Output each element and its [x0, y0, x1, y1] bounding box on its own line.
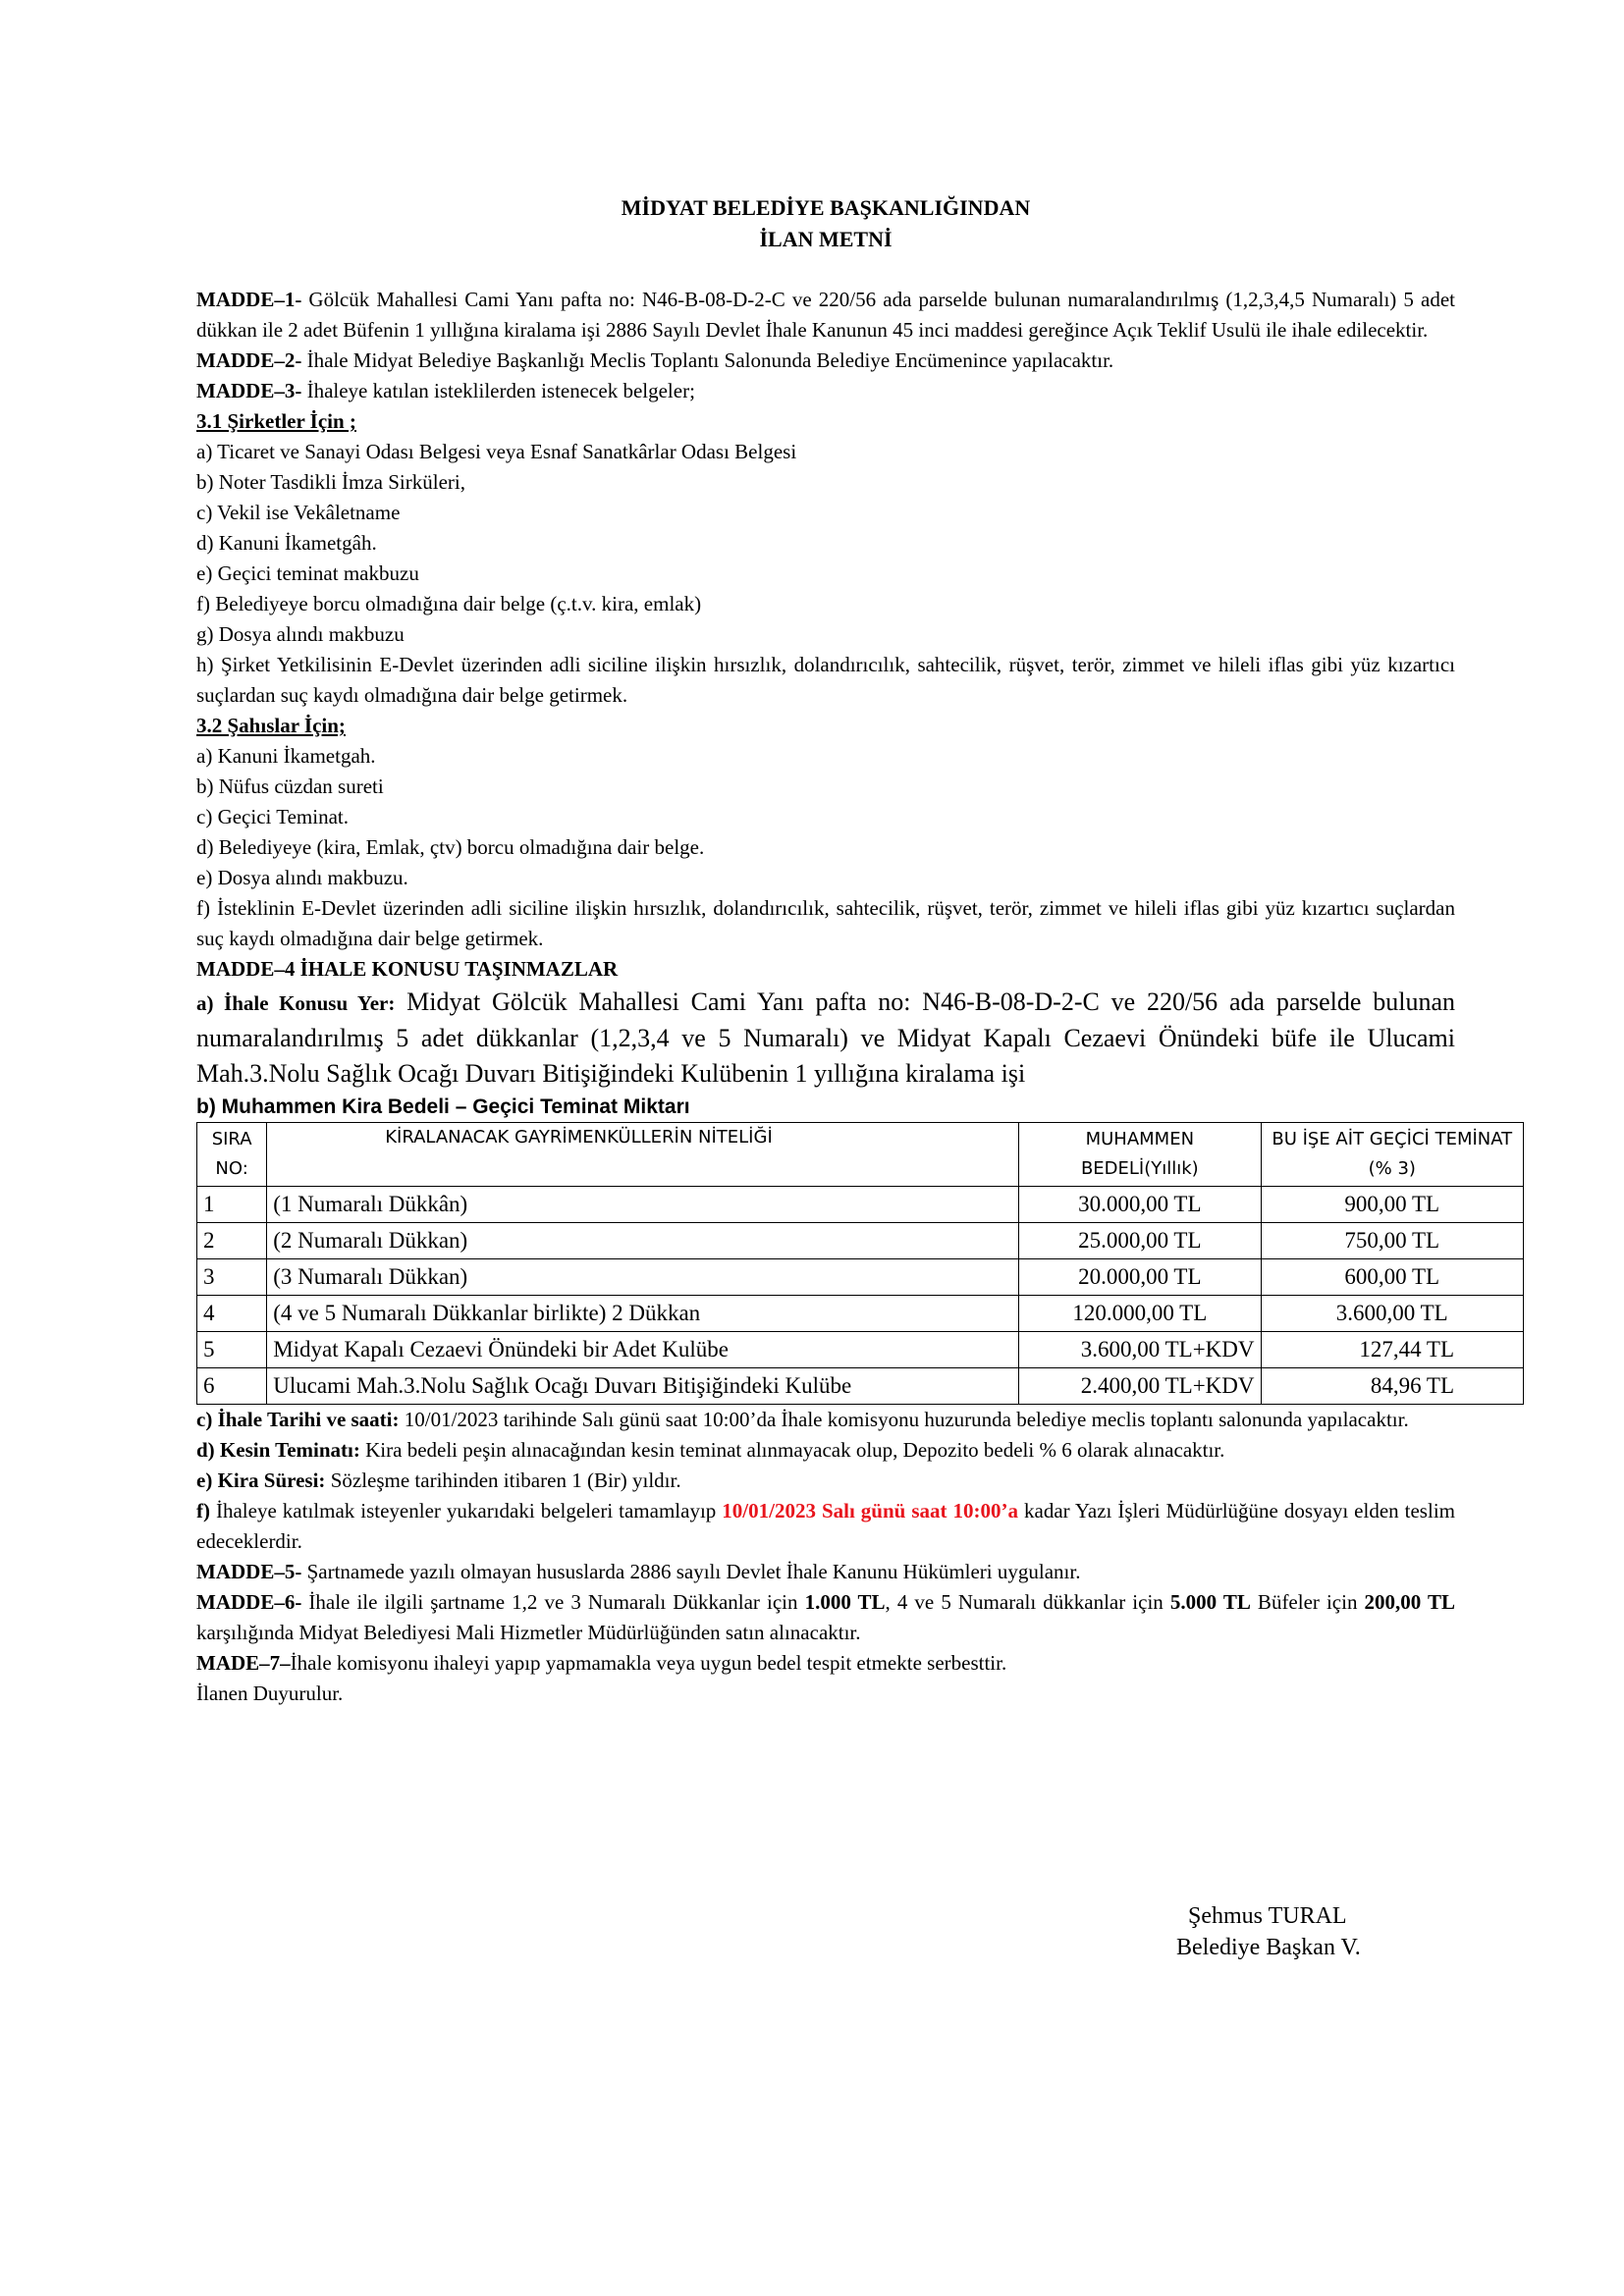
header-teminat: BU İŞE AİT GEÇİCİ TEMİNAT (% 3) [1261, 1123, 1523, 1187]
sirketler-item-c: c) Vekil ise Vekâletname [196, 501, 401, 524]
madde-7-text: İhale komisyonu ihaleyi yapıp yapmamakla veya uygun bedel tespit etmekte serbesttir. [290, 1651, 1007, 1675]
sirketler-item-d: d) Kanuni İkametgâh. [196, 531, 377, 555]
madde-4-title [196, 954, 1455, 985]
document-header [196, 192, 1455, 255]
madde-2-text: İhale Midyat Belediye Başkanlığı Meclis Toplantı Salonunda Belediye Encümenince yapılacaktır. [301, 348, 1114, 372]
row-desc: (3 Numaralı Dükkan) [267, 1259, 1019, 1296]
row-rent: 3.600,00 TL+KDV [1019, 1332, 1261, 1368]
madde-1-text: Gölcük Mahallesi Cami Yanı pafta no: N46-B-08-D-2-C ve 220/56 ada parselde bulunan numaralandırılmış (1,2,3,4,5 Numaralı) 5 adet dükkan ile 2 adet Büfenin 1 yıllığına kiralama işi 2886 Sayılı Devlet İhale Kanunun 45 inci maddesi gereğince Açık Teklif Usulü ile ihale edilecektir. [196, 288, 1455, 342]
madde-6-price3: 200,00 TL [1364, 1590, 1456, 1614]
row-no: 5 [197, 1332, 267, 1368]
row-no: 6 [197, 1368, 267, 1405]
sahislar-item-d: d) Belediyeye (kira, Emlak, çtv) borcu olmadığına dair belge. [196, 835, 705, 859]
row-no: 3 [197, 1259, 267, 1296]
madde-4-f-label: f) [196, 1499, 210, 1522]
header-muhammen: MUHAMMEN BEDELİ(Yıllık) [1019, 1123, 1261, 1187]
document-body [196, 192, 1513, 1709]
header-nitelik: KİRALANACAK GAYRİMENKÜLLERİN NİTELİĞİ [267, 1123, 1019, 1187]
closing-line: İlanen Duyurulur. [196, 1682, 344, 1705]
madde-4-f [196, 1496, 1455, 1557]
ihale-tarihi [196, 1405, 1455, 1435]
row-deposit: 600,00 TL [1261, 1259, 1523, 1296]
rent-table-title: b) Muhammen Kira Bedeli – Geçici Teminat Miktarı [196, 1095, 690, 1118]
header-title-line1: MİDYAT BELEDİYE BAŞKANLIĞINDAN [621, 195, 1031, 220]
kira-suresi-label: e) Kira Süresi: [196, 1468, 326, 1492]
signature-block [1176, 1900, 1432, 1963]
row-desc: (4 ve 5 Numaralı Dükkanlar birlikte) 2 Dükkan [267, 1296, 1019, 1332]
madde-2-label: MADDE–2- [196, 348, 302, 372]
ihale-tarihi-label: c) İhale Tarihi ve saati: [196, 1408, 400, 1431]
madde-6-price2: 5.000 TL [1169, 1590, 1251, 1614]
row-rent: 2.400,00 TL+KDV [1019, 1368, 1261, 1405]
ihale-konusu [196, 985, 1455, 1092]
madde-6-text4: karşılığında Midyat Belediyesi Mali Hizmetler Müdürlüğünden satın alınacaktır. [196, 1621, 861, 1644]
row-desc: (2 Numaralı Dükkan) [267, 1223, 1019, 1259]
row-deposit: 127,44 TL [1261, 1332, 1523, 1368]
madde-3-text: İhaleye katılan isteklilerden istenecek belgeler; [301, 379, 695, 402]
sirketler-item-h: h) Şirket Yetkilisinin E-Devlet üzerinden adli siciline ilişkin hırsızlık, dolandırıcılık, sahtecilik, rüşvet, terör, zimmet ve hileli iflas gibi yüz kızartıcı suçlardan suç kaydı olmadığına dair belge getirmek. [196, 653, 1455, 707]
signer-name: Şehmus TURAL [1188, 1903, 1347, 1929]
table-row [197, 1368, 1524, 1405]
row-rent: 20.000,00 TL [1019, 1259, 1261, 1296]
row-no: 2 [197, 1223, 267, 1259]
madde-1-label: MADDE–1- [196, 288, 302, 311]
row-desc: (1 Numaralı Dükkân) [267, 1187, 1019, 1223]
ihale-konusu-text: Midyat Gölcük Mahallesi Cami Yanı pafta no: N46-B-08-D-2-C ve 220/56 ada parselde bulunan numaralandırılmış 5 adet dükkanlar (1,2,3,4 ve 5 Numaralı) ve Midyat Kapalı Cezaevi Önündeki büfe ile Ulucami Mah.3.Nolu Sağlık Ocağı Duvarı Bitişiğindeki Kulübenin 1 yıllığına kiralama işi [196, 988, 1455, 1088]
madde-6-text3: Büfeler için [1250, 1590, 1365, 1614]
row-desc: Ulucami Mah.3.Nolu Sağlık Ocağı Duvarı Bitişiğindeki Kulübe [267, 1368, 1019, 1405]
row-rent: 25.000,00 TL [1019, 1223, 1261, 1259]
kira-suresi [196, 1466, 1455, 1496]
madde-3-label: MADDE–3- [196, 379, 302, 402]
sahislar-item-a: a) Kanuni İkametgah. [196, 744, 376, 768]
sirketler-item-a: a) Ticaret ve Sanayi Odası Belgesi veya Esnaf Sanatkârlar Odası Belgesi [196, 440, 797, 463]
madde-6-price1: 1.000 TL [804, 1590, 886, 1614]
sahislar-item-f: f) İsteklinin E-Devlet üzerinden adli siciline ilişkin hırsızlık, dolandırıcılık, sahtecilik, rüşvet, terör, zimmet ve hileli iflas gibi yüz kızartıcı suçlardan suç kaydı olmadığına dair belge getirmek. [196, 896, 1455, 950]
deadline-highlight: 10/01/2023 Salı günü saat 10:00’a [722, 1499, 1018, 1522]
sahislar-item-c: c) Geçici Teminat. [196, 805, 349, 828]
row-no: 4 [197, 1296, 267, 1332]
madde-5 [196, 1557, 1455, 1587]
ihale-tarihi-text: 10/01/2023 tarihinde Salı günü saat 10:00’da İhale komisyonu huzurunda belediye meclis toplantı salonunda yapılacaktır. [399, 1408, 1409, 1431]
section-sirketler-title: 3.1 Şirketler İçin ; [196, 409, 356, 433]
kira-suresi-text: Sözleşme tarihinden itibaren 1 (Bir) yıldır. [325, 1468, 681, 1492]
sirketler-item-b: b) Noter Tasdikli İmza Sirküleri, [196, 470, 465, 494]
kesin-teminat [196, 1435, 1455, 1466]
rent-table [196, 1122, 1524, 1405]
table-row [197, 1332, 1524, 1368]
row-desc: Midyat Kapalı Cezaevi Önündeki bir Adet Kulübe [267, 1332, 1019, 1368]
madde-4-f-text2: kadar Yazı İşleri Müdürlüğüne dosyayı elden teslim edeceklerdir. [196, 1499, 1455, 1553]
madde-6-text2: , 4 ve 5 Numaralı dükkanlar için [885, 1590, 1170, 1614]
madde-1 [196, 285, 1455, 346]
row-deposit: 750,00 TL [1261, 1223, 1523, 1259]
kesin-teminat-label: d) Kesin Teminatı: [196, 1438, 360, 1462]
sahislar-item-b: b) Nüfus cüzdan sureti [196, 774, 384, 798]
signer-title: Belediye Başkan V. [1176, 1935, 1361, 1960]
madde-6-text1: İhale ile ilgili şartname 1,2 ve 3 Numaralı Dükkanlar için [301, 1590, 805, 1614]
madde-6-label: MADDE–6- [196, 1590, 302, 1614]
ihale-konusu-label: a) İhale Konusu Yer: [196, 991, 396, 1015]
madde-2 [196, 346, 1455, 376]
row-deposit: 3.600,00 TL [1261, 1296, 1523, 1332]
table-row [197, 1296, 1524, 1332]
kesin-teminat-text: Kira bedeli peşin alınacağından kesin teminat alınmayacak olup, Depozito bedeli % 6 olarak alınacaktır. [359, 1438, 1225, 1462]
row-deposit: 900,00 TL [1261, 1187, 1523, 1223]
row-deposit: 84,96 TL [1261, 1368, 1523, 1405]
sirketler-item-e: e) Geçici teminat makbuzu [196, 561, 419, 585]
madde-5-label: MADDE–5- [196, 1560, 302, 1583]
table-row [197, 1259, 1524, 1296]
madde-7-label: MADE–7– [196, 1651, 291, 1675]
table-row [197, 1223, 1524, 1259]
row-rent: 120.000,00 TL [1019, 1296, 1261, 1332]
madde-6 [196, 1587, 1455, 1648]
madde-5-text: Şartnamede yazılı olmayan hususlarda 2886 sayılı Devlet İhale Kanunu Hükümleri uygulanır. [301, 1560, 1081, 1583]
header-sira-no: SIRA NO: [197, 1123, 267, 1187]
header-title-line2: İLAN METNİ [759, 227, 893, 251]
sirketler-item-g: g) Dosya alındı makbuzu [196, 622, 405, 646]
rent-table-header-row [197, 1123, 1524, 1187]
sirketler-item-f: f) Belediyeye borcu olmadığına dair belge (ç.t.v. kira, emlak) [196, 592, 702, 615]
row-rent: 30.000,00 TL [1019, 1187, 1261, 1223]
madde-4-title-text: MADDE–4 İHALE KONUSU TAŞINMAZLAR [196, 957, 619, 981]
madde-3 [196, 376, 1455, 406]
madde-7 [196, 1648, 1455, 1679]
madde-4-f-text1: İhaleye katılmak isteyenler yukarıdaki belgeleri tamamlayıp [210, 1499, 723, 1522]
sahislar-item-e: e) Dosya alındı makbuzu. [196, 866, 408, 889]
row-no: 1 [197, 1187, 267, 1223]
section-sahislar-title: 3.2 Şahıslar İçin; [196, 714, 346, 737]
table-row [197, 1187, 1524, 1223]
